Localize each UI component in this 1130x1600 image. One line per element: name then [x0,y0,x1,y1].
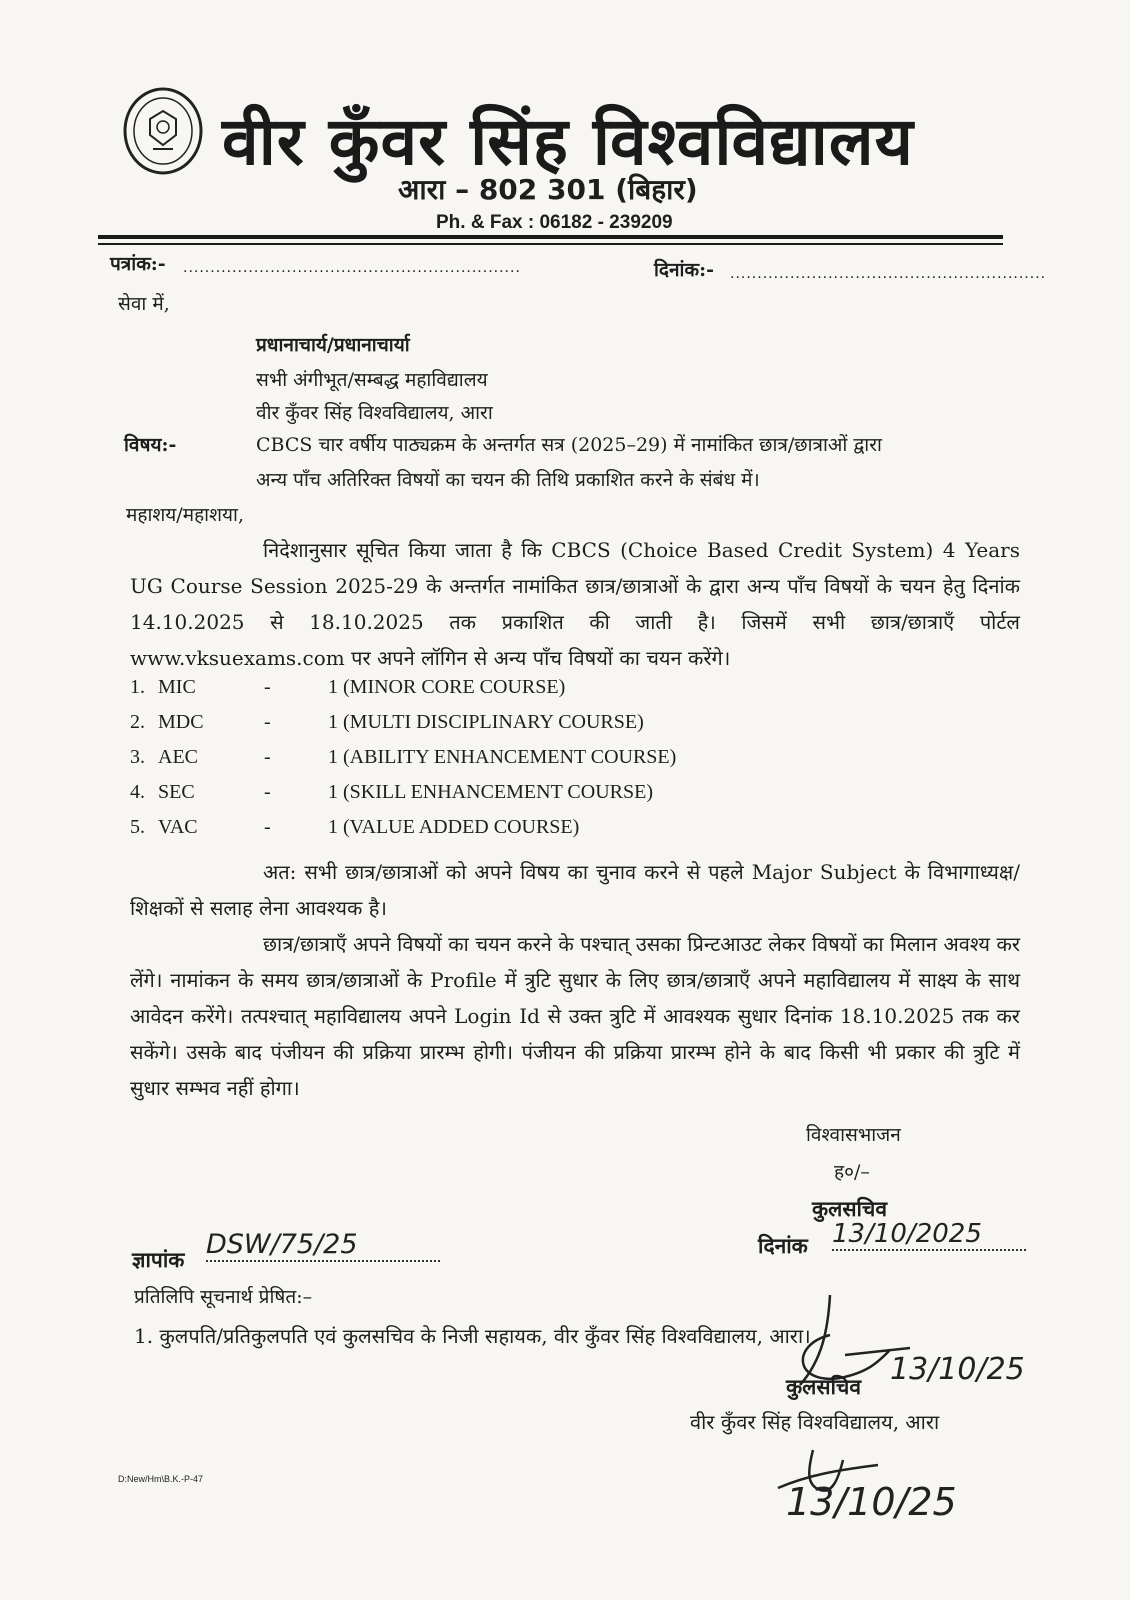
course-code: MDC [158,711,204,733]
designation: कुलसचिव [812,1196,888,1221]
course-num: 4. [130,781,145,803]
recipient-line-2: सभी अंगीभूत/सम्बद्ध महाविद्यालय [256,369,488,391]
subject-label: विषय:- [124,434,177,456]
subject-line-1: CBCS चार वर्षीय पाठ्यक्रम के अन्तर्गत सत्र (2025–29) में नामांकित छात्र/छात्राओं द्वारा [256,434,882,456]
recipient-line-3: वीर कुँवर सिंह विश्वविद्यालय, आरा [256,402,493,424]
course-code: SEC [158,781,195,803]
course-dash: - [264,711,271,733]
course-dash: - [264,676,271,698]
paragraph-3-text: छात्र/छात्राएँ अपने विषयों का चयन करने के पश्चात् उसका प्रिन्टआउट लेकर विषयों का मिलान अवश्य कर लेंगे। नामांकन के समय छात्र/छात्राओं के Profile में त्रुटि सुधार के लिए छात्र/छात्राएँ अपने महाविद्यालय में साक्ष्य के साथ आवेदन करेंगे। तत्पश्चात् महाविद्यालय अपने Login Id से उक्त त्रुटि में आवश्यक सुधार दिनांक 18.10.2025 तक कर सकेंगे। उसके बाद पंजीयन की प्रक्रिया प्रारम्भ होगी। पंजीयन की प्रक्रिया प्रारम्भ होने के बाद किसी भी प्रकार की त्रुटि में सुधार सम्भव नहीं होगा। [130,932,1020,1100]
paragraph-1 [130,532,1020,676]
course-desc: 1 (MINOR CORE COURSE) [328,676,566,698]
paragraph-2-text: अत: सभी छात्र/छात्राओं को अपने विषय का चुनाव करने से पहले Major Subject के विभागाध्यक्ष/शिक्षकों से सलाह लेना आवश्यक है। [130,860,1020,920]
course-num: 1. [130,676,145,698]
letter-no-label: पत्रांक:- [110,253,166,275]
course-code: AEC [158,746,198,768]
bottom-date: 13/10/25 [786,1480,957,1524]
letter-no-dots: .............................................................. [183,260,521,276]
university-address: आरा – 802 301 (बिहार) [398,173,698,206]
phone-fax: Ph. & Fax : 06182 - 239209 [436,212,673,233]
course-desc: 1 (ABILITY ENHANCEMENT COURSE) [328,746,677,768]
university-name: वीर कुँवर सिंह विश्वविद्यालय [222,103,914,180]
recipient-line-1: प्रधानाचार्य/प्रधानाचार्या [256,334,410,356]
course-desc: 1 (SKILL ENHANCEMENT COURSE) [328,781,653,803]
university-seal-icon [122,85,204,177]
signed-mark: ह०/– [834,1161,870,1183]
date-label: दिनांक:- [654,259,714,281]
course-num: 5. [130,816,145,838]
header-rule [98,235,1003,239]
registrar-label: कुलसचिव [786,1374,862,1399]
salutation-to: सेवा में, [118,293,170,315]
gyapank-label: ज्ञापांक [132,1247,185,1272]
greeting: महाशय/महाशया, [126,504,244,526]
closing: विश्वासभाजन [806,1124,901,1146]
course-dash: - [264,746,271,768]
course-desc: 1 (VALUE ADDED COURSE) [328,816,580,838]
header-rule-thin [98,243,1003,245]
paragraph-2 [130,854,1020,926]
subject-line-2: अन्य पाँच अतिरिक्त विषयों का चयन की तिथि प्रकाशित करने के संबंध में। [256,469,760,491]
course-code: VAC [158,816,198,838]
course-num: 2. [130,711,145,733]
date-dots: .......................................................... [730,266,1047,282]
registrar-date: 13/10/25 [890,1352,1025,1387]
course-code: MIC [158,676,196,698]
course-desc: 1 (MULTI DISCIPLINARY COURSE) [328,711,644,733]
gyapank-value: DSW/75/25 [206,1229,440,1262]
copy-label: प्रतिलिपि सूचनार्थ प्रेषित:– [134,1286,313,1308]
memo-date-label: दिनांक [758,1233,808,1258]
memo-date-value: 13/10/2025 [832,1219,1026,1251]
paragraph-3 [130,926,1020,1106]
course-dash: - [264,781,271,803]
paragraph-1-text: निदेशानुसार सूचित किया जाता है कि CBCS (Choice Based Credit System) 4 Years UG Course Session 2025-29 के अन्तर्गत नामांकित छात्र/छात्राओं के द्वारा अन्य पाँच विषयों के चयन हेतु दिनांक 14.10.2025 से 18.10.2025 तक प्रकाशित की जाती है। जिसमें सभी छात्र/छात्राएँ पोर्टल www.vksuexams.com पर अपने लॉगिन से अन्य पाँच विषयों का चयन करेंगे। [130,538,1020,670]
copy-item-1: 1. कुलपति/प्रतिकुलपति एवं कुलसचिव के निजी सहायक, वीर कुँवर सिंह विश्वविद्यालय, आरा। [134,1324,811,1348]
footer-code: D:New/Hm\B.K.-P-47 [118,1474,204,1484]
course-num: 3. [130,746,145,768]
course-dash: - [264,816,271,838]
university-line: वीर कुँवर सिंह विश्वविद्यालय, आरा [690,1410,940,1434]
